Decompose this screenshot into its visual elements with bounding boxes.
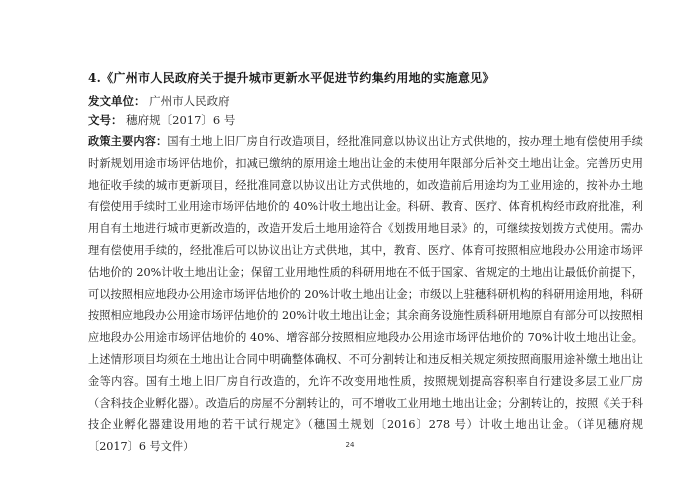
doc-number-line — [88, 112, 235, 128]
doc-number-value: 穗府规〔2017〕6 号 — [126, 113, 236, 127]
policy-content-label: 政策主要内容： — [88, 134, 168, 148]
policy-content-text: 国有土地上旧厂房自行改造项目，经批准同意以协议出让方式供地的，按办理土地有偿使用手续时新规划用途市场评估地价，扣减已缴纳的原用途土地出让金的未使用年限部分后补交土地出让金。完善历史用地征收手续的城市更新项目，经批准同意以协议出让方式供地的，如改造前后用途均为工业用途的，按补办土地有偿使用手续时工业用途市场评估地价的 40%计收土地出让金。科研、教育、医疗、体育机构经市政府批准，利用自有土地进行城市更新改造的，改造开发后土地用途符合《划拨用地目录》的，可继续按划拨方式使用。需办理有偿使用手续的，经批准后可以协议出让方式供地，其中，教育、医疗、体育可按照相应地段办公用途市场评估地价的 20%计收土地出让金；保留工业用地性质的科研用地在不低于国家、省规定的土地出让最低价前提下，可以按照相应地段办公用途市场评估地价的 20%计收土地出让金；市级以上驻穗科研机构的科研用途用地，科研按照相应地段办公用途市场评估地价的 20%计收土地出让金；其余商务设施性质科研用地原自有部分可以按照相应地段办公用途市场评估地价的 40%、增容部分按照相应地段办公用途市场评估地价的 70%计收土地出让金。上述情形项目均须在土地出让合同中明确整体确权、不可分割转让和违反相关规定须按照商服用途补缴土地出让金等内容。国有土地上旧厂房自行改造的，允许不改变用地性质，按照规划提高容积率自行建设多层工业厂房（含科技企业孵化器）。改造后的房屋不分割转让的，可不增收工业用地土地出让金；分割转让的，按照《关于科技企业孵化器建设用地的若干试行规定》（穗国土规划〔2016〕278 号）计收土地出让金。（详见穗府规〔2017〕6 号文件） — [88, 135, 643, 454]
issuer-value: 广州市人民政府 — [149, 94, 230, 108]
section-heading: 4.《广州市人民政府关于提升城市更新水平促进节约集约用地的实施意见》 — [88, 71, 495, 85]
policy-content — [88, 131, 643, 458]
issuer-label: 发文单位： — [88, 94, 146, 108]
issuer-line — [88, 93, 230, 109]
doc-number-label: 文号： — [88, 113, 123, 127]
page-number: 24 — [345, 441, 355, 449]
